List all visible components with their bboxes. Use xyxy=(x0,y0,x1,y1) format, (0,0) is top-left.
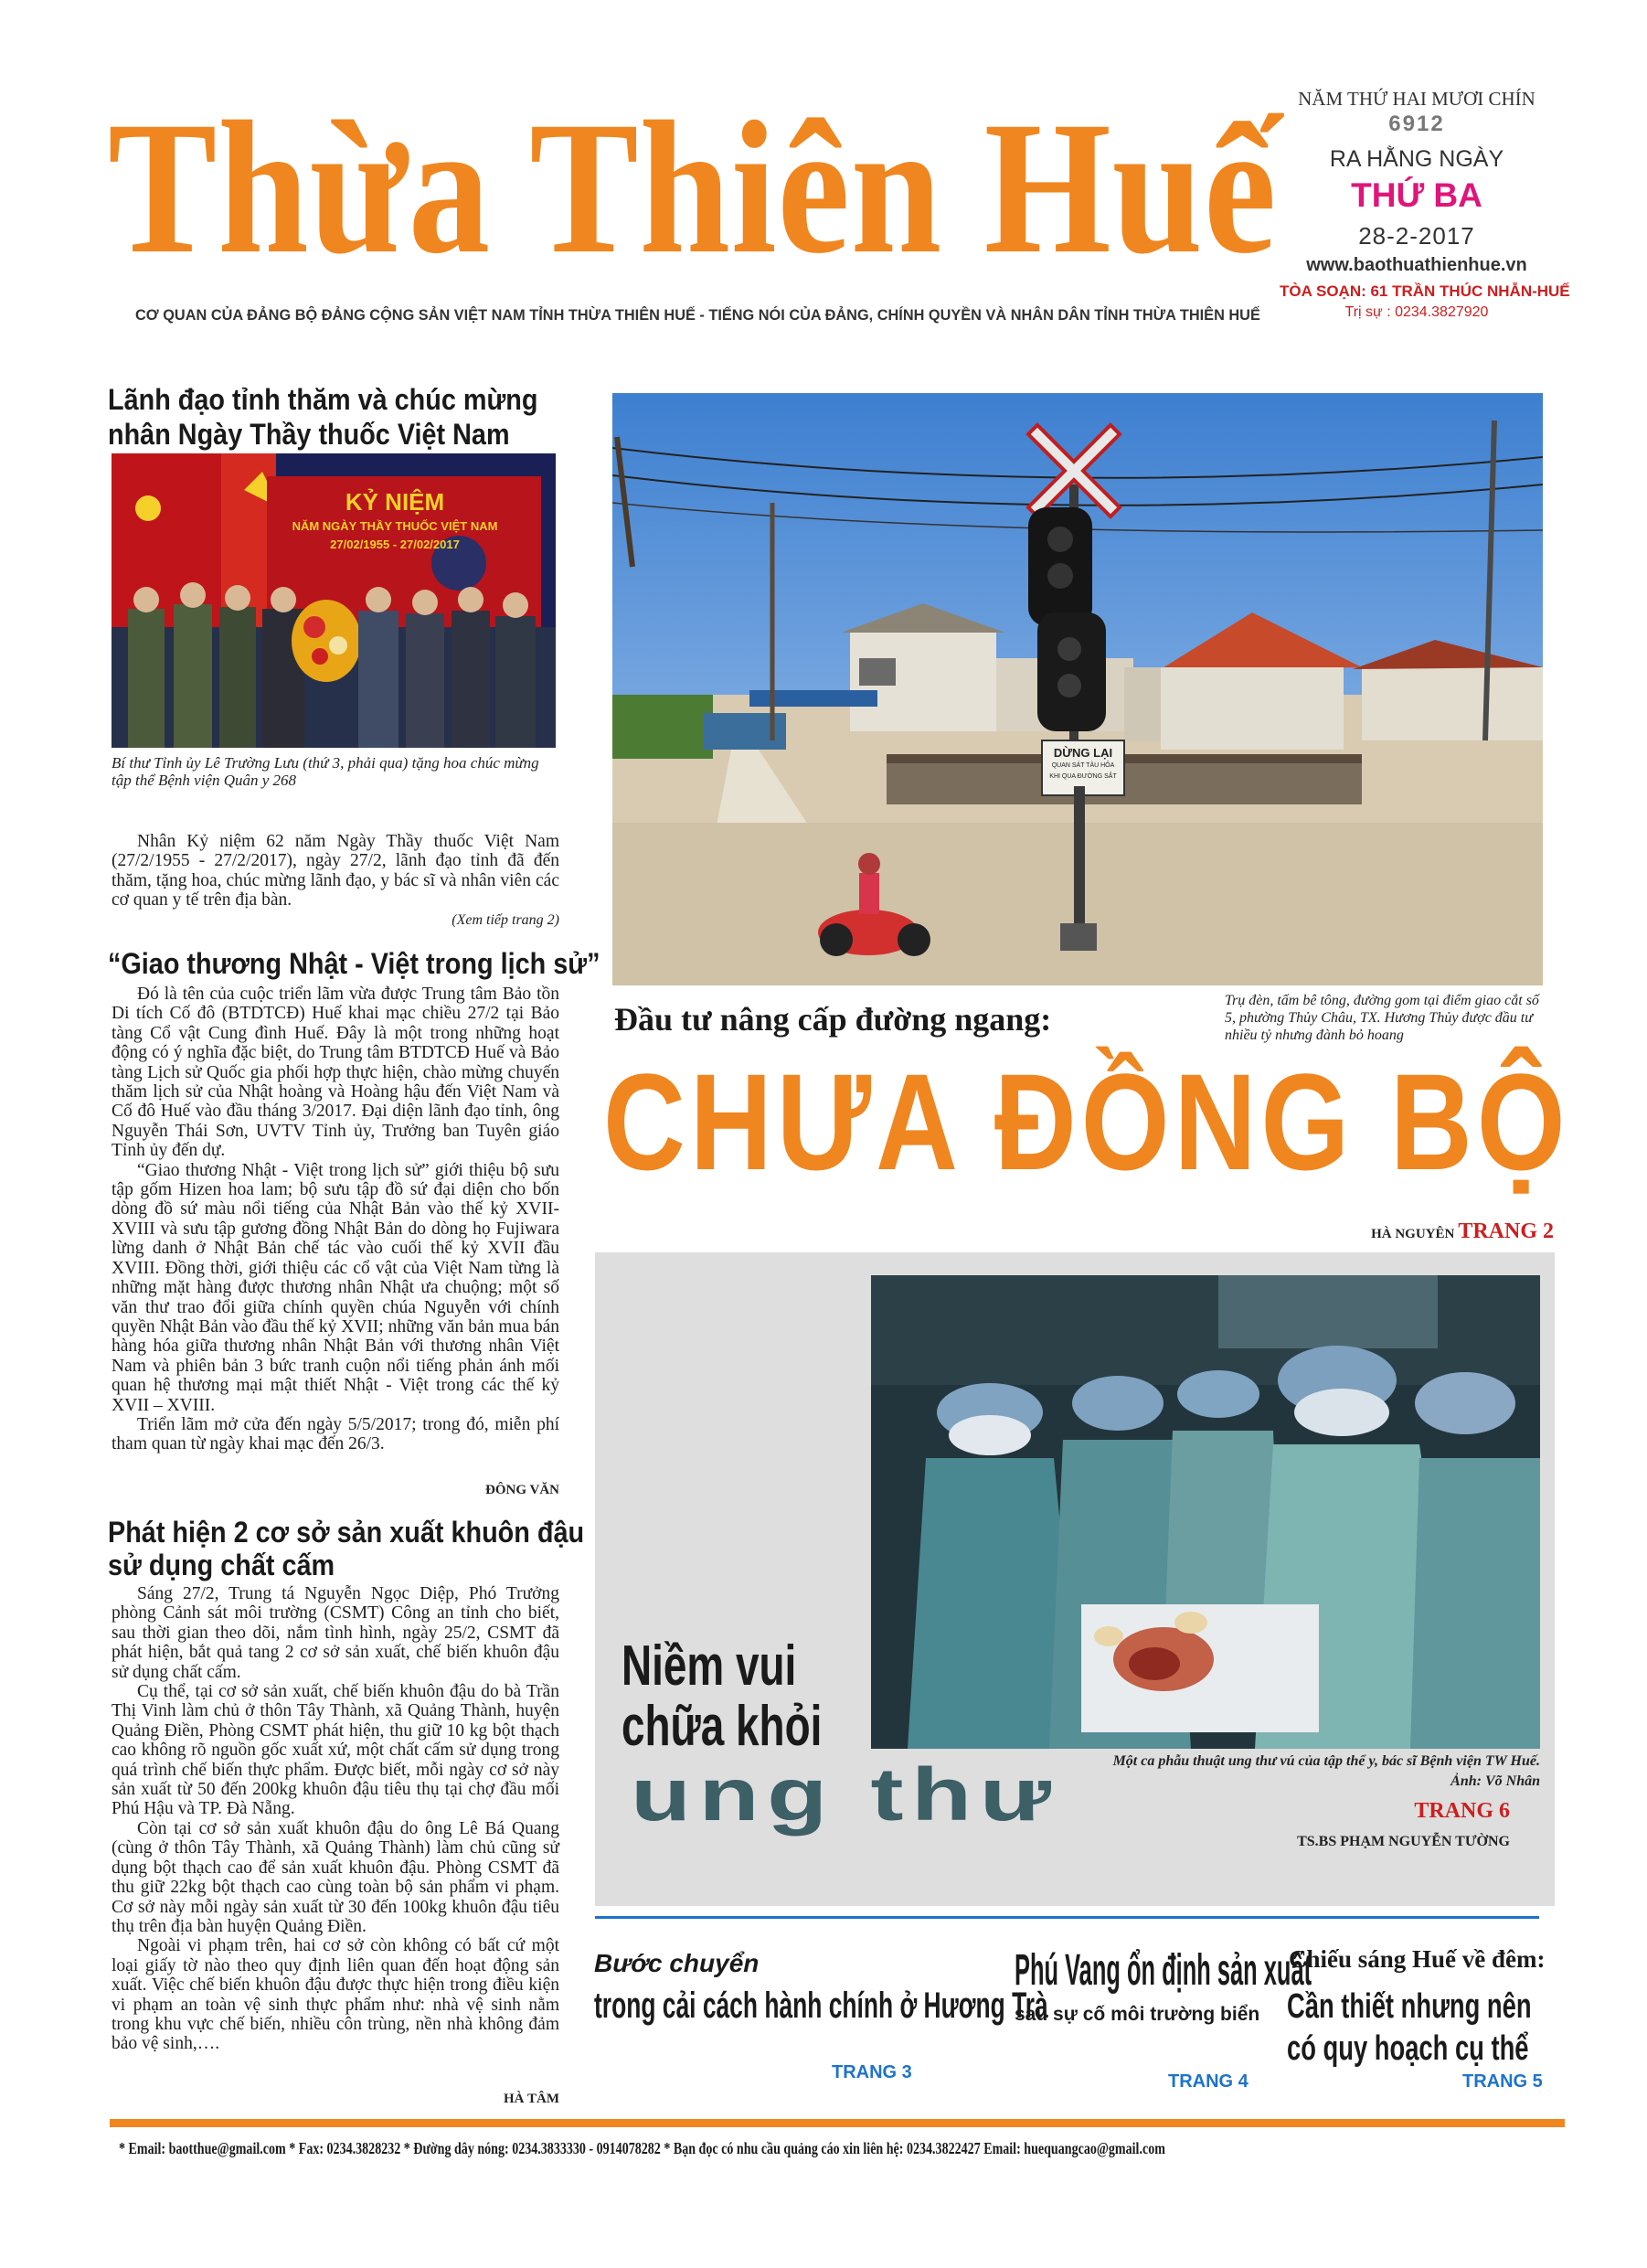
article2-paragraph-2: “Giao thương Nhật - Việt trong lịch sử” giới thiệu bộ sưu tập gốm Hizen hoa lam; bộ sưu tập đồ sứ đại diện cho bốn dòng đồ sứ màu nổi tiếng của Nhật Bản vào thế kỷ XVII- XVIII và sưu tập gương đồng Nhật Bản do dòng họ Fujiwara lừng danh ở Nhật Bản chế tác vào cuối thế kỷ XVII đầu XVIII. Đồng thời, giới thiệu các cổ vật của Việt Nam từng là những mặt hàng được thương nhân Nhật ưa chuộng; một số văn thư trao đổi giữa chính quyền chúa Nguyễn với chính quyền Nhật Bản vào đầu thế kỷ XVII; những văn bản mua bán hàng hóa giữa thương nhân Nhật Bản với thương nhân Việt Nam và phiên bản 3 bức tranh cuộn nổi tiếng phản ánh mối quan hệ thương mại mật thiết Nhật - Việt trong các thế kỷ XVII – XVIII. xyxy=(112,1160,559,1415)
article1-photo[interactable] xyxy=(112,453,556,748)
article1-body: Nhân Kỷ niệm 62 năm Ngày Thầy thuốc Việt Nam (27/2/1955 - 27/2/2017), ngày 27/2, lãnh đạo tỉnh đã đến thăm, tặng hoa, chúc mừng lãnh đạo, y bác sĩ và nhân viên các cơ quan y tế trên địa bàn. xyxy=(112,832,559,910)
feature-headline-line3[interactable]: ung thư xyxy=(631,1752,1059,1837)
article2-byline: ĐÔNG VĂN xyxy=(485,1483,559,1497)
article3-paragraph-1: Sáng 27/2, Trung tá Nguyễn Ngọc Diệp, Phó Trưởng phòng Cảnh sát môi trường (CSMT) Công an tỉnh cho biết, sau thời gian theo dõi, nắm tình hình, ngày 25/2, CSMT đã phát hiện, bắt quả tang 2 cơ sở sản xuất, chế biến khuôn đậu sử dụng chất cấm. xyxy=(112,1584,559,1682)
lead-credit xyxy=(1188,1219,1554,1244)
article1-caption: Bí thư Tỉnh ủy Lê Trường Lưu (thứ 3, phải qua) tặng hoa chúc mừng tập thể Bệnh viện Quân y 268 xyxy=(112,754,539,789)
frequency: RA HẰNG NGÀY xyxy=(1329,146,1504,172)
teaser2-headline[interactable]: Phú Vang ổn định sản xuất xyxy=(1015,1946,1312,1995)
article2-body xyxy=(112,985,559,1454)
article1-headline-line2: nhân Ngày Thầy thuốc Việt Nam xyxy=(108,418,510,451)
issue-date: 28-2-2017 xyxy=(1358,222,1475,250)
teaser3-kicker: Chiếu sáng Huế về đêm: xyxy=(1289,1945,1546,1973)
lead-author: HÀ NGUYÊN xyxy=(1371,1227,1455,1241)
article2-headline[interactable]: “Giao thương Nhật - Việt trong lịch sử” xyxy=(108,947,600,980)
website: www.baothuathienhue.vn xyxy=(1306,255,1527,275)
office-address: TÒA SOẠN: 61 TRẦN THÚC NHẪN-HUẾ xyxy=(1280,282,1570,300)
teaser2-page[interactable]: TRANG 4 xyxy=(1168,2071,1249,2092)
article1-continued[interactable]: (Xem tiếp trang 2) xyxy=(452,912,559,928)
issue-number: 6912 xyxy=(1388,112,1445,136)
banner-line2: NĂM NGÀY THẦY THUỐC VIỆT NAM xyxy=(292,519,498,533)
footer-contacts[interactable]: * Email: baotthue@gmail.com * Fax: 0234.3828232 * Đường dây nóng: 0234.3833330 - 0914078282 * Bạn đọc có nhu cầu quảng cáo xin liên hệ: 0234.3822427 Email: huequangcao@gmail.com xyxy=(119,2139,1165,2157)
banner-line1: KỶ NIỆM xyxy=(345,488,445,516)
teaser1-kicker: Bước chuyển xyxy=(594,1949,760,1977)
feature-headline[interactable] xyxy=(622,1636,892,1757)
article3-headline-line1: Phát hiện 2 cơ sở sản xuất khuôn đậu xyxy=(108,1516,585,1549)
feature-caption: Một ca phẫu thuật ung thư vú của tập thể y, bác sĩ Bệnh viện TW Huế. xyxy=(1112,1753,1540,1769)
article3-headline[interactable] xyxy=(108,1516,585,1581)
masthead-subtitle: CƠ QUAN CỦA ĐẢNG BỘ ĐẢNG CỘNG SẢN VIỆT NAM TỈNH THỪA THIÊN HUẾ - TIẾNG NÓI CỦA ĐẢNG, CHÍNH QUYỀN VÀ NHÂN DÂN TỈNH THỪA THIÊN HUẾ xyxy=(135,306,1260,324)
railway-crossing-graphic xyxy=(612,393,1543,985)
article1-headline-line1: Lãnh đạo tỉnh thăm và chúc mừng xyxy=(108,383,538,416)
lead-photo[interactable] xyxy=(612,393,1543,985)
lead-page-ref[interactable]: TRANG 2 xyxy=(1458,1219,1554,1243)
teaser2-sub: sau sự cố môi trường biển xyxy=(1015,2004,1260,2025)
teaser1-headline[interactable]: trong cải cách hành chính ở Hương Trà xyxy=(594,1986,1048,2026)
feature-author: TS.BS PHẠM NGUYỄN TƯỜNG xyxy=(1297,1834,1510,1849)
lead-headline[interactable]: CHƯA ĐỒNG BỘ xyxy=(603,1045,1570,1198)
banner-line3: 27/02/1955 - 27/02/2017 xyxy=(330,538,460,551)
feature-headline-line1: Niềm vui xyxy=(622,1634,797,1698)
year-line: NĂM THỨ HAI MƯƠI CHÍN xyxy=(1298,88,1535,110)
article2-paragraph-3: Triển lãm mở cửa đến ngày 5/5/2017; trong đó, miễn phí tham quan từ ngày khai mạc đến 26/3. xyxy=(112,1414,559,1454)
sign-line3: KHI QUA ĐƯỜNG SẮT xyxy=(1049,773,1117,780)
feature-page-ref[interactable]: TRANG 6 xyxy=(1414,1799,1510,1823)
footer-rule xyxy=(110,2119,1565,2127)
office-phone: Trị sự : 0234.3827920 xyxy=(1344,304,1489,320)
lead-kicker: Đầu tư nâng cấp đường ngang: xyxy=(614,1001,1052,1038)
feature-photo-credit: Ảnh: Võ Nhân xyxy=(1450,1773,1540,1789)
lead-caption: Trụ đèn, tấm bê tông, đường gom tại điểm giao cắt số 5, phường Thủy Châu, TX. Hương Thủy được đầu tư nhiều tỷ nhưng đành bỏ hoang xyxy=(1225,993,1539,1043)
teaser3-page[interactable]: TRANG 5 xyxy=(1462,2071,1543,2092)
weekday: THỨ BA xyxy=(1351,176,1482,214)
masthead-title: Thừa Thiên Huế xyxy=(108,82,1278,293)
surgery-photo-graphic xyxy=(871,1275,1540,1749)
article2-paragraph-1: Đó là tên của cuộc triển lãm vừa được Trung tâm Bảo tồn Di tích Cố đô (BTDTCĐ) Huế khai mạc chiều 27/2 tại Bảo tàng Cổ vật Cung đình Huế. Đây là một trong những hoạt động có ý nghĩa đặc biệt, do Trung tâm BTDTCĐ Huế và Bảo tàng Lịch sử Quốc gia phối hợp thực hiện, chào mừng chuyến thăm lịch sử của Nhật hoàng và Hoàng hậu đến Việt Nam và Cố đô Huế vào đầu tháng 3/2017. Đại diện lãnh đạo tỉnh, ông Nguyễn Thái Sơn, UVTV Tỉnh ủy, Trưởng ban Tuyên giáo Tỉnh ủy đến dự. xyxy=(112,985,559,1161)
teaser3-headline[interactable] xyxy=(1287,1986,1550,2070)
teaser3-headline-line1: Cần thiết nhưng nên xyxy=(1287,1987,1532,2026)
teaser1-page[interactable]: TRANG 3 xyxy=(832,2062,912,2082)
article3-headline-line2: sử dụng chất cấm xyxy=(108,1549,335,1581)
article1-headline[interactable] xyxy=(108,382,536,452)
sign-line1: DỪNG LẠI xyxy=(1053,746,1113,760)
article3-body xyxy=(112,1584,559,2054)
article3-paragraph-2: Cụ thể, tại cơ sở sản xuất, chế biến khuôn đậu do bà Trần Thị Vinh làm chủ ở thôn Tây Thành, xã Quảng Thành, huyện Quảng Điền, Phòng CSMT phát hiện, thu giữ 10 kg bột thạch cao không rõ nguồn gốc xuất xứ, một chất cấm sử dụng trong quá trình chế biến thực phẩm. Được biết, mỗi ngày cơ sở này sản xuất từ 50 đến 200kg khuôn đậu tiêu thụ tại chợ đầu mối Phú Hậu và TP. Đà Nẵng. xyxy=(112,1682,559,1819)
feature-headline-line2: chữa khỏi xyxy=(622,1695,823,1758)
article3-paragraph-3: Còn tại cơ sở sản xuất khuôn đậu do ông Lê Bá Quang (cùng ở thôn Tây Thành, xã Quảng Thành) làm chủ cũng sử dụng bột thạch cao để sản xuất khuôn đậu. Phòng CSMT đã thu giữ 22kg bột thạch cao cùng toàn bộ sản phẩm vi phạm. Cơ sở này mỗi ngày sản xuất từ 30 đến 100kg khuôn đậu tiêu thụ trên địa bàn huyện Quảng Điền. xyxy=(112,1818,559,1936)
article3-byline: HÀ TÂM xyxy=(504,2092,559,2106)
teaser-divider xyxy=(595,1916,1539,1919)
teaser3-headline-line2: có quy hoạch cụ thể xyxy=(1287,2029,1529,2068)
sign-line2: QUAN SÁT TÀU HỎA xyxy=(1051,762,1115,769)
feature-photo[interactable] xyxy=(871,1275,1540,1749)
article3-paragraph-4: Ngoài vi phạm trên, hai cơ sở còn không có bất cứ một loại giấy tờ nào theo quy định liên quan đến hoạt động sản xuất. Việc chế biến khuôn đậu được thực hiện trong điều kiện vi phạm an toàn vệ sinh thực phẩm như: nhà vệ sinh nằm trong khu vực chế biến, nhiều côn trùng, nền nhà không đảm bảo vệ sinh,…. xyxy=(112,1936,559,2054)
